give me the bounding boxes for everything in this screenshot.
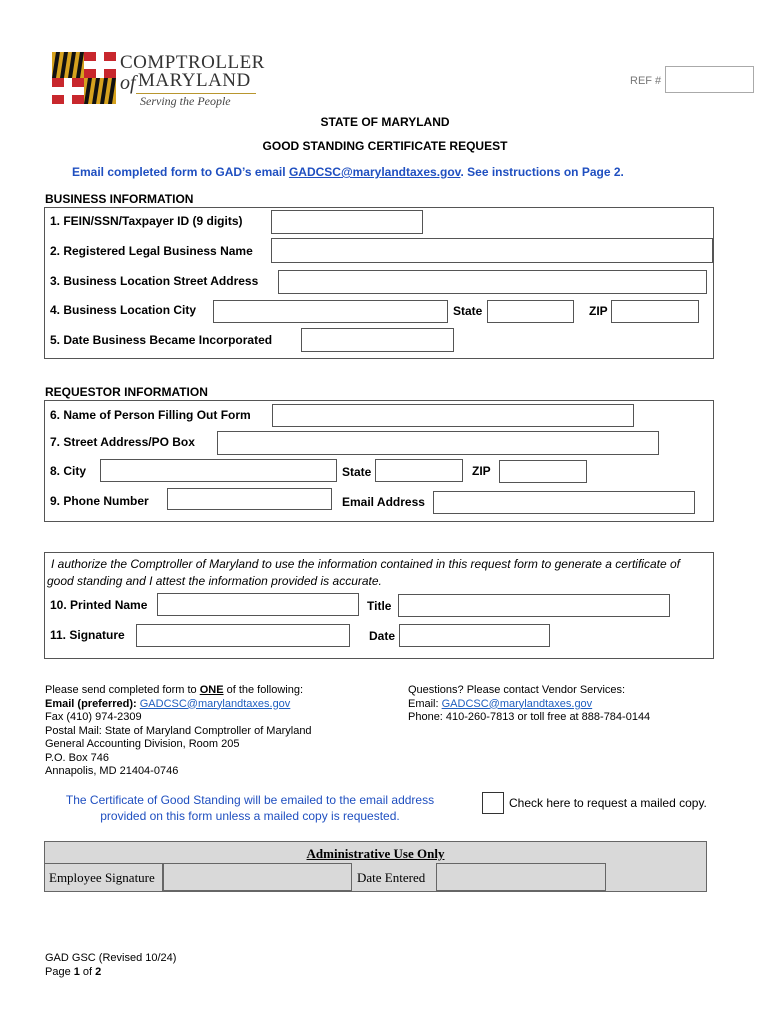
- requestor-email-label: Email Address: [342, 495, 425, 509]
- logo-of: of: [120, 72, 136, 94]
- date-label: Date: [369, 629, 396, 643]
- logo-underline: [136, 93, 256, 94]
- phone-input[interactable]: [167, 488, 332, 510]
- fein-input[interactable]: [271, 210, 423, 234]
- requestor-city-label: 8. City: [50, 464, 87, 478]
- street-address-label: 3. Business Location Street Address: [50, 274, 259, 288]
- maryland-flag-icon: [52, 52, 116, 104]
- send-email-link[interactable]: GADCSC@marylandtaxes.gov: [139, 697, 291, 710]
- signature-label: 11. Signature: [50, 628, 125, 642]
- one-emphasis: ONE: [199, 684, 224, 696]
- authorization-text-line2: good standing and I attest the information provided is accurate.: [47, 574, 382, 588]
- printed-name-input[interactable]: [157, 593, 359, 616]
- title-input[interactable]: [398, 594, 670, 617]
- send-instructions: [45, 684, 312, 779]
- requestor-zip-label: ZIP: [472, 464, 491, 478]
- city-label: 4. Business Location City: [50, 303, 197, 317]
- admin-employee-sig-input[interactable]: [163, 863, 352, 891]
- questions-phone: Phone: 410-260-7813 or toll free at 888-784-0144: [408, 711, 651, 723]
- title-label: Title: [367, 599, 392, 613]
- business-state-label: State: [453, 304, 483, 318]
- requestor-state-input[interactable]: [375, 459, 463, 482]
- preparer-name-label: 6. Name of Person Filling Out Form: [50, 408, 251, 422]
- email-instruction-prefix: Email completed form to GAD’s email: [72, 165, 289, 179]
- admin-heading: Administrative Use Only: [306, 846, 445, 861]
- page-number: Page 1 of 2: [45, 966, 102, 978]
- send-postal3: P.O. Box 746: [45, 751, 110, 764]
- questions-block: [408, 684, 650, 725]
- comptroller-logo: [52, 50, 265, 112]
- signature-input[interactable]: [136, 624, 350, 647]
- requestor-street-label: 7. Street Address/PO Box: [50, 435, 195, 449]
- mailed-copy-label: Check here to request a mailed copy.: [509, 796, 707, 810]
- admin-employee-sig-label: Employee Signature: [49, 870, 155, 885]
- send-postal2: General Accounting Division, Room 205: [45, 738, 240, 750]
- email-instruction-suffix: . See instructions on Page 2.: [460, 165, 624, 179]
- requestor-email-input[interactable]: [433, 491, 695, 514]
- incorporated-date-label: 5. Date Business Became Incorporated: [50, 333, 273, 347]
- preparer-name-input[interactable]: [272, 404, 634, 427]
- fein-label: 1. FEIN/SSN/Taxpayer ID (9 digits): [50, 214, 243, 228]
- page-title-state: STATE OF MARYLAND: [320, 115, 450, 129]
- business-name-label: 2. Registered Legal Business Name: [50, 244, 253, 258]
- certificate-note: [40, 792, 460, 824]
- printed-name-label: 10. Printed Name: [50, 598, 148, 612]
- page-title-form: GOOD STANDING CERTIFICATE REQUEST: [262, 139, 508, 153]
- business-heading: BUSINESS INFORMATION: [45, 192, 194, 206]
- admin-date-entered-label: Date Entered: [357, 870, 426, 885]
- requestor-city-input[interactable]: [100, 459, 337, 482]
- city-input[interactable]: [213, 300, 448, 323]
- street-address-input[interactable]: [278, 270, 707, 294]
- ref-input[interactable]: [665, 66, 754, 93]
- admin-date-entered-input[interactable]: [436, 863, 606, 891]
- email-instruction: [72, 165, 624, 179]
- requestor-state-label: State: [342, 465, 372, 479]
- send-fax: Fax (410) 974-2309: [45, 711, 142, 723]
- mailed-copy-checkbox[interactable]: [482, 792, 504, 814]
- requestor-heading: REQUESTOR INFORMATION: [45, 385, 208, 399]
- form-revision: GAD GSC (Revised 10/24): [45, 952, 177, 964]
- certificate-note-line1: The Certificate of Good Standing will be emailed to the email address: [65, 793, 435, 807]
- send-postal4: Annapolis, MD 21404-0746: [45, 765, 179, 777]
- footer: [45, 951, 176, 979]
- questions-line1: Questions? Please contact Vendor Services:: [408, 684, 626, 696]
- send-email-line: Email (preferred): GADCSC@marylandtaxes.gov: [45, 697, 291, 710]
- questions-email-line: Email: GADCSC@marylandtaxes.gov: [408, 697, 593, 710]
- send-line1: Please send completed form to ONE of the following:: [45, 684, 304, 696]
- date-input[interactable]: [399, 624, 550, 647]
- requestor-street-input[interactable]: [217, 431, 659, 455]
- certificate-note-line2: provided on this form unless a mailed copy is requested.: [100, 809, 400, 823]
- logo-line2: MARYLAND: [138, 70, 251, 91]
- ref-label: REF #: [630, 75, 662, 87]
- send-postal1: Postal Mail: State of Maryland Comptroller of Maryland: [45, 724, 312, 737]
- phone-label: 9. Phone Number: [50, 494, 149, 508]
- logo-tagline: Serving the People: [140, 94, 231, 108]
- business-zip-input[interactable]: [611, 300, 699, 323]
- business-state-input[interactable]: [487, 300, 574, 323]
- business-name-input[interactable]: [271, 238, 713, 263]
- questions-email-link[interactable]: GADCSC@marylandtaxes.gov: [441, 697, 593, 710]
- authorization-text-line1: I authorize the Comptroller of Maryland to use the information contained in this request form to generate a certificate of: [51, 557, 680, 571]
- requestor-zip-input[interactable]: [499, 460, 587, 483]
- logo-line1: COMPTROLLER: [120, 52, 265, 73]
- email-instruction-link[interactable]: GADCSC@marylandtaxes.gov: [288, 165, 461, 179]
- business-zip-label: ZIP: [589, 304, 608, 318]
- incorporated-date-input[interactable]: [301, 328, 454, 352]
